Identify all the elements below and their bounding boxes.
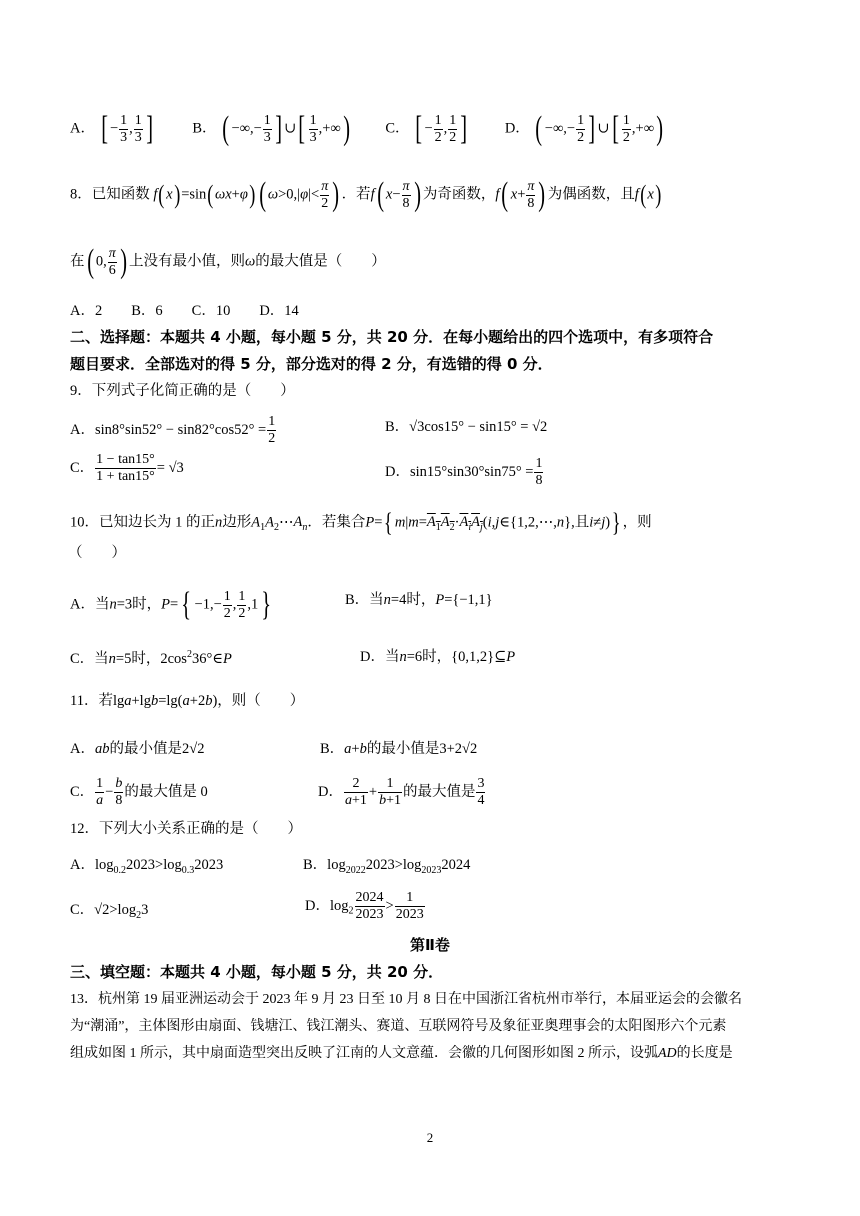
q11-option-b: B．a+b的最小值是3+2√2 — [320, 741, 478, 757]
q10-option-c: C．当n=5时，$2\cos^236^\circ\in P$ — [70, 649, 232, 667]
q10-option-a: A．当n=3时，P={ −1,− $\frac{1}{2}$ , $\frac{1}{2}$ ,1} — [70, 586, 272, 623]
q10-option-b: B．当n=4时，P={−1,1} — [345, 592, 493, 608]
q12-option-a: A．$\log_{0.2}2023>\log_{0.3}2023$ — [70, 857, 224, 876]
q9-stem: 9．下列式子化简正确的是（ ） — [70, 383, 295, 399]
section3-heading: 三、填空题：本题共 4 小题，每小题 5 分，共 20 分． — [70, 963, 444, 981]
q10-paren: （ ） — [68, 545, 126, 561]
q9-option-a: A．sin8°sin52° − sin82°cos52° = $\frac{1}{2}$ — [70, 414, 276, 446]
section2-heading-line1: 二、选择题：本题共 4 小题，每小题 5 分，共 20 分．在每小题给出的四个选项中，有多项符合 — [70, 328, 714, 346]
section2-heading-line2: 题目要求．全部选对的得 5 分，部分选对的得 2 分，有选错的得 0 分． — [70, 355, 553, 373]
q10-option-d: D．当n=6时，{0,1,2}⊆P — [360, 649, 516, 665]
q13-line2: 为“潮涌”，主体图形由扇面、钱塘江、钱江潮头、赛道、互联网符号及象征亚奥理事会的太阳图形六个元素 — [70, 1019, 727, 1034]
q11-stem: 11．若lga+lgb=lg(a+2b)，则（ ） — [70, 693, 305, 709]
q9-option-c: C． $\frac{1 - \tan 15^\circ}{1 + \tan 15^\circ}$ = √3 — [70, 452, 184, 484]
q9-option-d: D．sin15°sin30°sin75° = $\frac{1}{8}$ — [385, 456, 543, 488]
q11-option-c: C． $\frac{1}{a}$ − $\frac{b}{8}$ 的最大值是 0 — [70, 776, 208, 808]
q8-options: A．2 B．6 C．10 D．14 — [70, 303, 299, 319]
part2-title: 第Ⅱ卷 — [410, 936, 450, 954]
q12-stem: 12．下列大小关系正确的是（ ） — [70, 821, 302, 837]
q12-option-b: B．$\log_{2022}2023>\log_{2023}2024$ — [303, 857, 471, 876]
q8-stem-line2: 在( 0, $\frac{\pi}{6}$ ) 上没有最小值，则ω的最大值是（ ） — [70, 243, 386, 280]
q11-option-a: A．ab的最小值是2√2 — [70, 741, 205, 757]
page-number: 2 — [426, 1130, 434, 1145]
q12-option-c: C．$√2>\log_23$ — [70, 902, 149, 921]
q11-option-d: D． $\frac{2}{a+1}$ + $\frac{1}{b+1}$ 的最大值是 $\frac{3}{4}$ — [318, 776, 485, 808]
q10-stem: 10．已知边长为 1 的正n边形$A_1A_2\cdots A_n$．若集合P={ $m|m=A_1A_2\cdot A_iA_j(i,j\in\{1,2,\cdots,n\}$,且i≠j)} ，则 — [70, 508, 652, 537]
q13-line1: 13．杭州第 19 届亚洲运动会于 2023 年 9 月 23 日至 10 月 8 日在中国浙江省杭州市举行，本届亚运会的会徽名 — [70, 992, 742, 1007]
q13-line3: 组成如图 1 所示，其中扇面造型突出反映了江南的人文意蕴．会徽的几何图形如图 2 所示，设弧AD的长度是 — [70, 1046, 733, 1061]
q7-options: A． [ − $\frac{1}{3}$ , $\frac{1}{3}$ ] B． ( −∞,− $\frac{1}{3}$ ] ∪[ $\frac{1}{3}$ ,+∞) C． [ − $\frac{1}{2}$ , $\frac{1}{2}$ ] D． ( −∞,− $\frac{1}{2}$ ] ∪[ $\frac{1}{2}$ ,+∞) — [70, 110, 664, 147]
q8-stem-line1: 8．已知函数 f(x)=sin(ωx+φ) ( ω>0,|φ|< $\frac{\pi}{2}$ ) ．若f( x− $\frac{\pi}{8}$ ) 为奇函数，f( x+ $\frac{\pi}{8}$ ) 为偶函数，且f(x) — [70, 176, 662, 213]
q12-option-d: D．$\log_2$ $\frac{2024}{2023}$ > $\frac{1}{2023}$ — [305, 890, 424, 922]
q9-option-b: B．√3cos15° − sin15° = √2 — [385, 419, 548, 435]
